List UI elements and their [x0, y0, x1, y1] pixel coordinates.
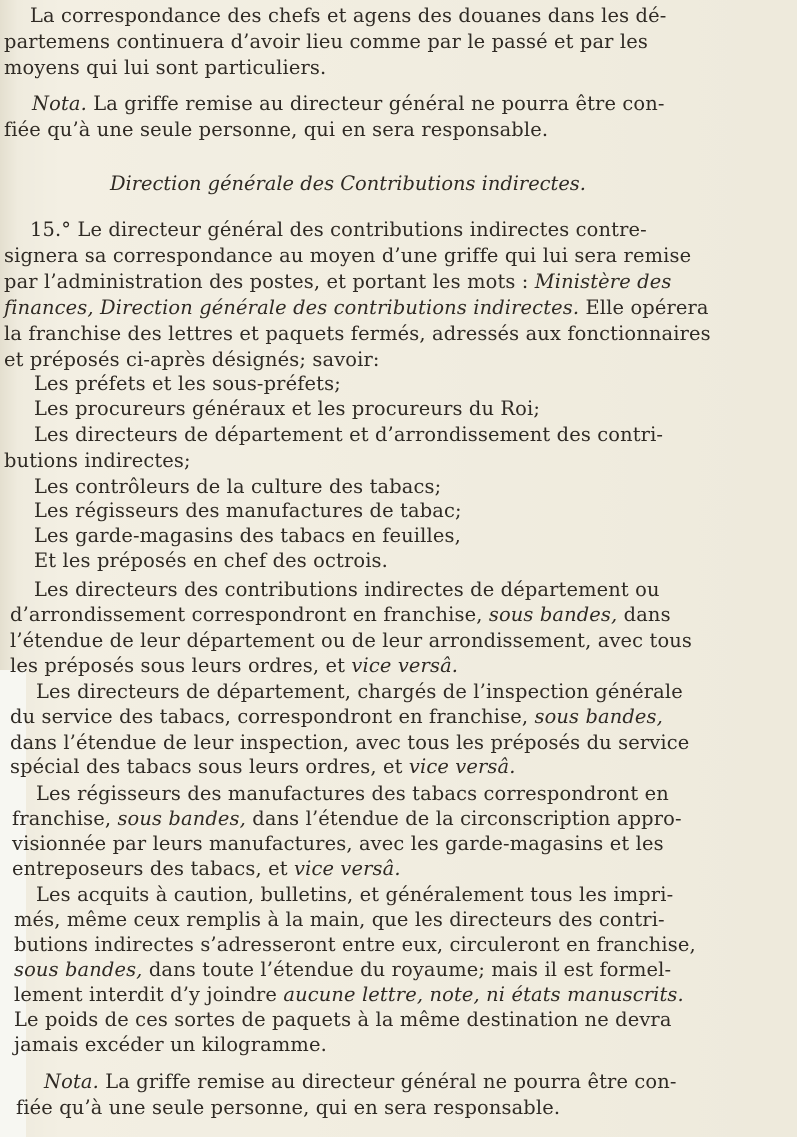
section-heading: Direction générale des Contributions indirectes.: [110, 172, 586, 195]
text-line: Les acquits à caution, bulletins, et généralement tous les impri-: [36, 883, 674, 906]
text-line: [14, 958, 671, 981]
text-line: visionnée par leurs manufactures, avec les garde-magasins et les: [12, 832, 664, 855]
text-line: Le poids de ces sortes de paquets à la même destination ne devra: [14, 1008, 672, 1031]
list-item: Les procureurs généraux et les procureurs du Roi;: [34, 397, 541, 420]
text-line: jamais excéder un kilogramme.: [14, 1033, 327, 1056]
text-line: Les directeurs des contributions indirectes de département ou: [34, 578, 660, 601]
list-item: Les régisseurs des manufactures de tabac;: [34, 499, 462, 522]
text-line: [14, 983, 684, 1006]
list-item: Les contrôleurs de la culture des tabacs;: [34, 475, 442, 498]
text-line: Les directeurs de département, chargés de l’inspection générale: [36, 680, 683, 703]
nota-label: Nota.: [44, 1070, 99, 1093]
text-span: lement interdit d’y joindre: [14, 983, 284, 1006]
list-item: Et les préposés en chef des octrois.: [34, 549, 388, 572]
text-span: par l’administration des postes, et portant les mots :: [4, 270, 535, 293]
italic-span: vice versâ.: [293, 857, 401, 880]
text-span: franchise,: [12, 807, 118, 830]
list-item: Les garde-magasins des tabacs en feuilles,: [34, 524, 461, 547]
list-item: Les directeurs de département et d’arrondissement des contri-: [34, 423, 664, 446]
text-span: du service des tabacs, correspondront en franchise,: [10, 705, 535, 728]
nota-line: [44, 1070, 677, 1093]
nota-label: Nota.: [32, 92, 87, 115]
italic-span: vice versâ.: [351, 654, 459, 677]
text-line: signera sa correspondance au moyen d’une griffe qui lui sera remise: [4, 244, 692, 267]
text-line: et préposés ci-après désignés; savoir:: [4, 348, 380, 371]
text-line: la franchise des lettres et paquets fermés, adressés aux fonctionnaires: [4, 322, 711, 345]
text-line: moyens qui lui sont particuliers.: [4, 56, 327, 79]
nota-text: La griffe remise au directeur général ne pourra être con-: [86, 92, 665, 115]
text-line: [12, 857, 401, 880]
text-line: [4, 270, 671, 293]
text-line: [4, 296, 709, 319]
text-line: [10, 654, 458, 677]
text-span: spécial des tabacs sous leurs ordres, et: [10, 755, 409, 778]
text-line: La correspondance des chefs et agens des douanes dans les dé-: [30, 4, 667, 27]
text-line: [10, 755, 516, 778]
text-span: dans toute l’étendue du royaume; mais il est formel-: [142, 958, 672, 981]
text-line: butions indirectes s’adresseront entre eux, circuleront en franchise,: [14, 933, 696, 956]
text-line: [12, 807, 682, 830]
italic-span: aucune lettre, note, ni états manuscrits.: [283, 983, 684, 1006]
text-line: Les régisseurs des manufactures des tabacs correspondront en: [36, 782, 669, 805]
text-span: entreposeurs des tabacs, et: [12, 857, 294, 880]
text-span: d’arrondissement correspondront en franchise,: [10, 603, 489, 626]
text-line: dans l’étendue de leur inspection, avec tous les préposés du service: [10, 731, 690, 754]
italic-span: sous bandes,: [534, 705, 663, 728]
text-line: [10, 603, 671, 626]
italic-span: sous bandes,: [117, 807, 246, 830]
italic-span: finances, Direction générale des contributions indirectes.: [4, 296, 580, 319]
text-line: més, même ceux remplis à la main, que les directeurs des contri-: [14, 908, 665, 931]
italic-span: sous bandes,: [14, 958, 143, 981]
text-span: Elle opérera: [579, 296, 709, 319]
text-line: partemens continuera d’avoir lieu comme par le passé et par les: [4, 30, 648, 53]
nota-text: La griffe remise au directeur général ne pourra être con-: [98, 1070, 677, 1093]
text-line: [10, 705, 663, 728]
nota-line: [32, 92, 665, 115]
text-line: fiée qu’à une seule personne, qui en sera responsable.: [16, 1096, 561, 1119]
text-line: fiée qu’à une seule personne, qui en sera responsable.: [4, 118, 549, 141]
italic-span: Ministère des: [534, 270, 672, 293]
text-line: l’étendue de leur département ou de leur arrondissement, avec tous: [10, 629, 693, 652]
list-item: Les préfets et les sous-préfets;: [34, 372, 341, 395]
text-span: les préposés sous leurs ordres, et: [10, 654, 352, 677]
text-span: dans: [617, 603, 671, 626]
italic-span: vice versâ.: [408, 755, 516, 778]
article-line: 15.° Le directeur général des contributions indirectes contre-: [30, 218, 647, 241]
italic-span: sous bandes,: [488, 603, 618, 626]
list-item: butions indirectes;: [4, 449, 191, 472]
text-span: dans l’étendue de la circonscription appro-: [245, 807, 682, 830]
